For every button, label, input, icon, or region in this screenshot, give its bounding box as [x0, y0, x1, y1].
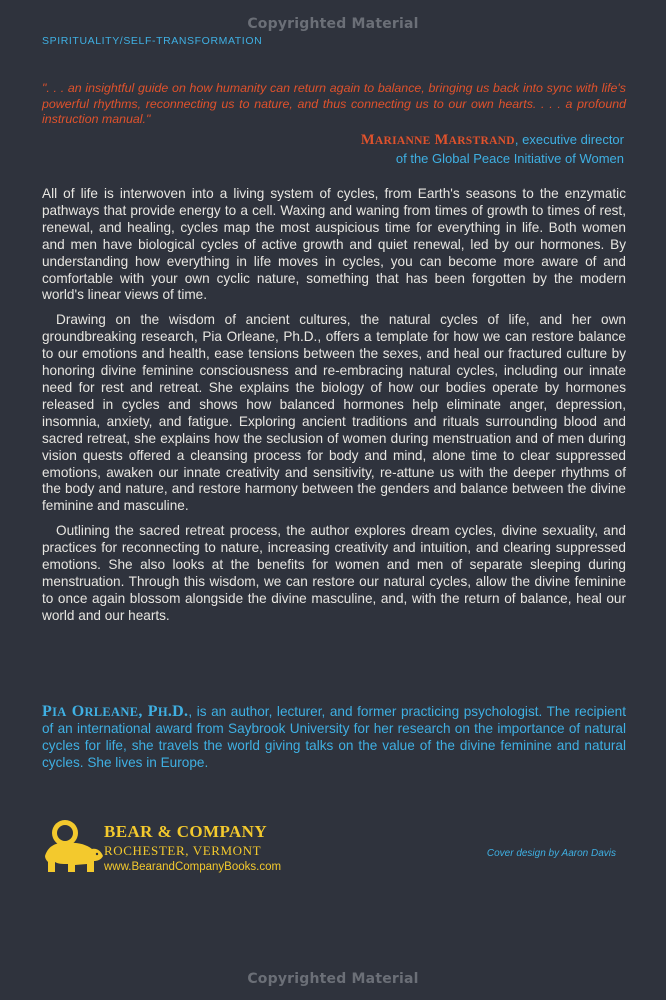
- publisher-website-link[interactable]: www.BearandCompanyBooks.com: [104, 861, 282, 873]
- author-name: PIA ORLEANE, PH.D.: [42, 703, 189, 720]
- category-label: SPIRITUALITY/SELF-TRANSFORMATION: [42, 35, 263, 47]
- endorsement-attribution: [164, 131, 624, 167]
- cover-design-credit: Cover design by Aaron Davis: [486, 848, 616, 859]
- book-description: [42, 186, 626, 633]
- publisher-name: BEAR & COMPANY: [104, 822, 267, 841]
- watermark-top: Copyrighted Material: [247, 16, 419, 32]
- watermark-bottom: Copyrighted Material: [247, 971, 419, 987]
- endorser-name: MARIANNE MARSTRAND: [360, 132, 515, 148]
- author-bio-text: , is an author, lecturer, and former practicing psychologist. The recipient of an international award from Saybrook University for her research on the importance of natural cycles for life, she travels the world giving talks on the value of the divine feminine and natural cycles. She lives in Europe.: [42, 704, 626, 770]
- endorsement-quote: ". . . an insightful guide on how humanity can return again to balance, bringing us back into sync with life's powerful rhythms, reconnecting us to nature, and thus connecting us to our own hearts. . . . a profound instruction manual.": [42, 81, 626, 127]
- description-paragraph-3: Outlining the sacred retreat process, the author explores dream cycles, divine sexuality, and practices for reconnecting to nature, increasing creativity and intuition, and clearing suppressed emotions. She also looks at the benefits for women and men of separate sleeping during menstruation. Through this wisdom, we can restore our natural cycles, allow the divine feminine to once again blossom alongside the divine masculine, and, with the return of balance, heal our world and our hearts.: [42, 523, 626, 623]
- publisher-location: ROCHESTER, VERMONT: [104, 843, 262, 858]
- endorser-title: , executive director: [514, 132, 624, 147]
- bear-logo-icon: [42, 814, 106, 876]
- endorser-organization: of the Global Peace Initiative of Women: [395, 151, 624, 166]
- author-bio: [42, 704, 626, 772]
- description-paragraph-2: Drawing on the wisdom of ancient cultures, the natural cycles of life, and her own groundbreaking research, Pia Orleane, Ph.D., offers a template for how we can restore balance to our emotions and health, ease tensions between the sexes, and heal our fractured culture by honoring divine feminine consciousness and re-embracing natural cycles, including our innate need for rest and retreat. She explains the biology of how our bodies operate by hormones released in cycles and shows how balanced hormones help eliminate anger, depression, insomnia, anxiety, and fatigue. Exploring ancient traditions and rituals surrounding blood and sacred retreat, she explains how the seclusion of women during menstruation and of men during vision quests offered a cleansing process for body and mind, alone time to clear suppressed emotions, awaken our innate creativity and sensitivity, re-attune us with the deeper rhythms of the body and nature, and restore harmony between the genders and balance between the divine feminine and masculine.: [42, 312, 626, 514]
- description-paragraph-1: All of life is interwoven into a living system of cycles, from Earth's seasons to the enzymatic pathways that provide energy to a cell. Waxing and waning from times of growth to times of rest, renewal, and healing, cycles map the most auspicious time for everything in life. Both women and men have biological cycles of active growth and quiet renewal, led by our hormones. By understanding how everything in life moves in cycles, you can become more aware of and comfortable with your own cyclic nature, something that has been forgotten by the modern world's linear views of time.: [42, 186, 626, 303]
